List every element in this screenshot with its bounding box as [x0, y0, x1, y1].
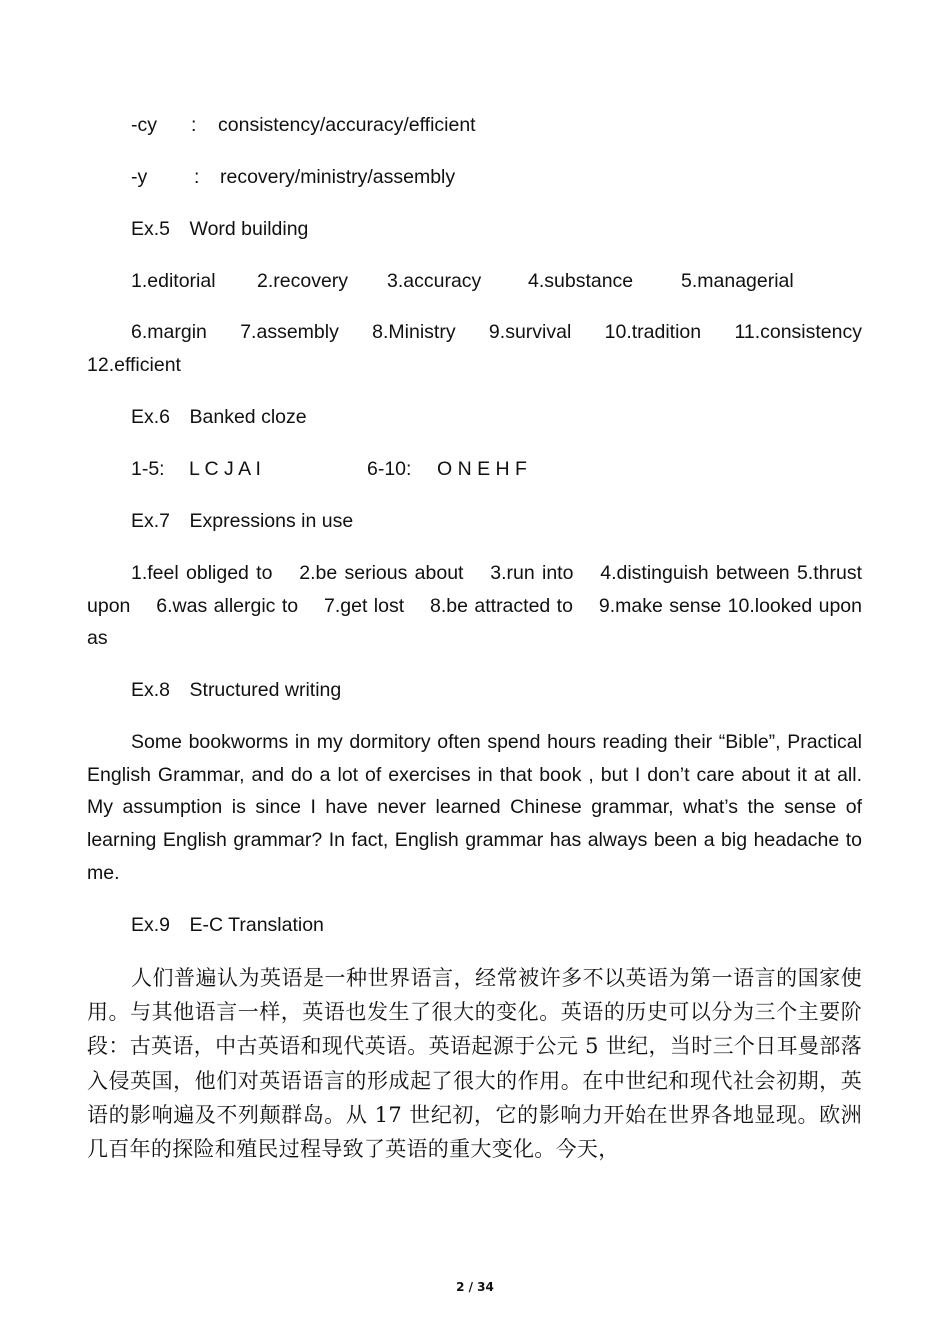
suffix-words: recovery/ministry/assembly — [220, 166, 456, 188]
answer-item: 5.managerial — [681, 270, 794, 292]
suffix-label: -y — [131, 166, 148, 188]
answer-group-label: 1-5: — [131, 458, 165, 480]
answer-group-label: 6-10: — [367, 458, 412, 480]
ex6-heading: Ex.6 Banked cloze — [131, 406, 307, 428]
ex5-answers-row2: 6.margin 7.assembly 8.Ministry 9.survival 10.tradition 11.consistency 12.efficient — [87, 321, 862, 376]
ex9-translation-paragraph: 人们普遍认为英语是一种世界语言，经常被许多不以英语为第一语言的国家使用。与其他语言一样，英语也发生了很大的变化。英语的历史可以分为三个主要阶段：古英语，中古英语和现代英语。英语起源于公元 5 世纪，当时三个日耳曼部落入侵英国，他们对英语语言的形成起了很大的作用。在中世纪和现代社会初期，英语的影响遍及不列颠群岛。从 17 世纪初，它的影响力开始在世界各地显现。欧洲几百年的探险和殖民过程导致了英语的重大变化。今天， — [87, 966, 862, 1162]
answer-item: 4.substance — [528, 270, 634, 292]
ex5-answers-row1 — [131, 268, 831, 294]
suffix-line-y — [131, 164, 531, 190]
page-number: 2 / 34 — [456, 1280, 494, 1294]
answer-item: 3.accuracy — [387, 270, 482, 292]
answer-group: O N E H F — [437, 458, 527, 480]
ex7-answers: 1.feel obliged to 2.be serious about 3.run into 4.distinguish between 5.thrust upon 6.was allergic to 7.get lost 8.be attracted to 9.make sense 10.looked upon as — [87, 562, 862, 650]
ex8-paragraph: Some bookworms in my dormitory often spend hours reading their “Bible”, Practical English Grammar, and do a lot of exercises in that book , but I don’t care about it at all. My assumption is since I have never learned Chinese grammar, what’s the sense of learning English grammar? In fact, English grammar has always been a big headache to me. — [87, 731, 862, 884]
suffix-colon: : — [194, 166, 200, 188]
ex5-heading: Ex.5 Word building — [131, 218, 309, 240]
answer-item: 1.editorial — [131, 270, 216, 292]
suffix-line-cy — [131, 112, 531, 138]
answer-group: L C J A I — [189, 458, 261, 480]
suffix-label: -cy — [131, 114, 157, 136]
ex7-heading: Ex.7 Expressions in use — [131, 510, 354, 532]
ex8-heading: Ex.8 Structured writing — [131, 679, 342, 701]
ex6-answers — [131, 456, 581, 482]
suffix-colon: : — [191, 114, 197, 136]
ex9-heading: Ex.9 E-C Translation — [131, 914, 324, 936]
answer-item: 2.recovery — [257, 270, 349, 292]
suffix-words: consistency/accuracy/efficient — [218, 114, 476, 136]
